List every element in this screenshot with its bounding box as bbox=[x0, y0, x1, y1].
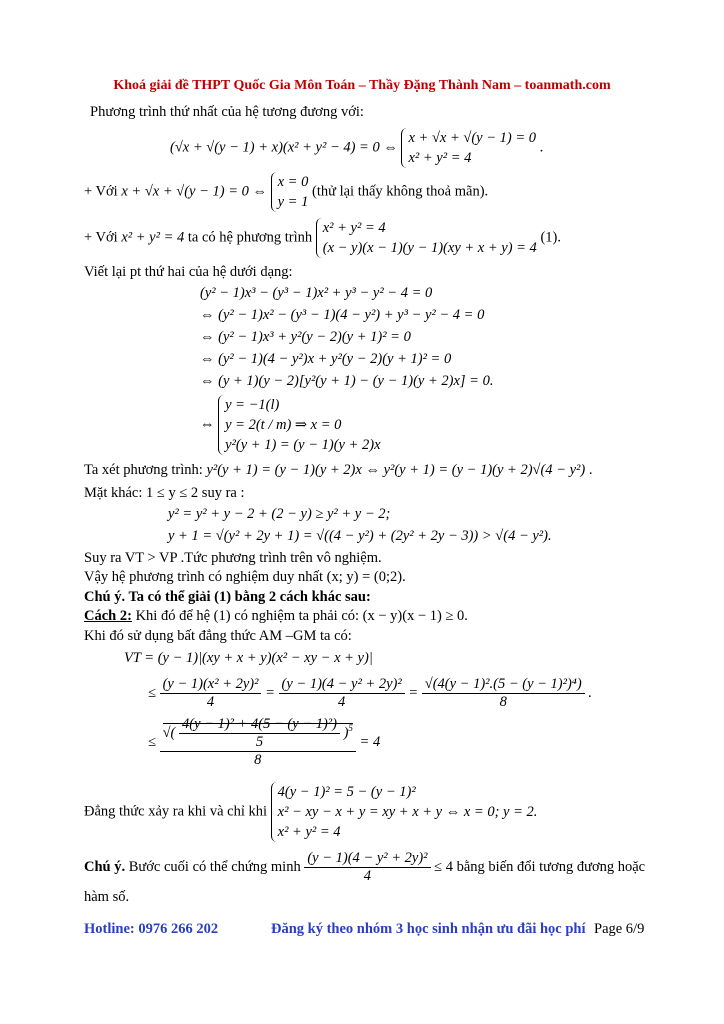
fraction-2-num: (y − 1)(4 − y² + 2y)² bbox=[279, 676, 405, 694]
consider-equation bbox=[84, 462, 592, 479]
inner-fraction-num: 4(y − 1)² + 4(5 − (y − 1)²) bbox=[179, 716, 340, 734]
inequality-1: y² = y² + y − 2 + (2 − y) ≥ y² + y − 2; bbox=[168, 506, 391, 522]
equality-line: 4(y − 1)² = 5 − (y − 1)² bbox=[277, 784, 416, 800]
fraction-1 bbox=[160, 676, 262, 711]
case-split-line: y²(y + 1) = (y − 1)(y + 2)x bbox=[225, 437, 381, 453]
equality-line: x² − xy − x + y = xy + x + y ⇔ x = 0; y = 2. bbox=[277, 804, 538, 820]
equals-symbol: = bbox=[265, 684, 275, 701]
eq1-end: . bbox=[539, 139, 544, 156]
final-note-text: Bước cuối có thể chứng minh bbox=[128, 858, 301, 875]
fraction-3-den: 8 bbox=[499, 694, 507, 710]
footer-hotline: Hotline: 0976 266 202 bbox=[84, 921, 219, 937]
footer-promo: Đăng ký theo nhóm 3 học sinh nhận ưu đãi học phí bbox=[271, 921, 586, 937]
case2-label: (1). bbox=[540, 229, 561, 246]
case1-system-line: x = 0 bbox=[277, 174, 309, 190]
fraction-3-num: √(4(y − 1)².(5 − (y − 1)²)⁴) bbox=[422, 676, 585, 694]
fraction-1-den: 4 bbox=[206, 694, 215, 710]
rewrite-intro: Viết lại pt thứ hai của hệ dưới dạng: bbox=[84, 264, 293, 280]
result: = 4 bbox=[359, 733, 381, 750]
case2-system-line: x² + y² = 4 bbox=[322, 220, 386, 236]
case1-equation: x + √x + √(y − 1) = 0 ⇔ bbox=[121, 183, 267, 200]
vt-expression: VT = (y − 1)|(xy + x + y)(x² − xy − x + y)| bbox=[124, 650, 373, 666]
note-title: Chú ý. Ta có thể giải (1) bằng 2 cách khác sau: bbox=[84, 589, 371, 605]
final-note-text-2: ≤ 4 bằng biến đổi tương đương hoặc bbox=[434, 858, 646, 875]
inequality-2: y + 1 = √(y² + 2y + 1) = √((4 − y²) + (2y² + 2y − 3)) > √(4 − y²). bbox=[168, 528, 552, 544]
inner-fraction bbox=[179, 716, 340, 751]
sqrt-radical: √( $\frac{\text{4(y − 1)² + 4(5 − (y − 1)²)}}{5}$ )$^5$ bbox=[162, 716, 353, 750]
method2-label: Cách 2: bbox=[84, 608, 132, 624]
outer-fraction-den: 8 bbox=[254, 752, 262, 768]
fraction-1-num: (y − 1)(x² + 2y)² bbox=[160, 676, 262, 694]
case1-prefix: + Với bbox=[84, 183, 118, 200]
method-2 bbox=[84, 608, 468, 625]
equality-text: Đẳng thức xảy ra khi và chỉ khi bbox=[84, 803, 268, 820]
conclusion-1: Suy ra VT > VP .Tức phương trình trên vô nghiệm. bbox=[84, 550, 382, 566]
eq1-system bbox=[401, 128, 536, 168]
case1-system-line: y = 1 bbox=[277, 194, 309, 210]
le-symbol: ≤ bbox=[148, 733, 156, 750]
case2-text: ta có hệ phương trình bbox=[187, 229, 313, 246]
transform-steps bbox=[200, 282, 493, 392]
transform-step: ⇔ (y² − 1)x² − (y³ − 1)(4 − y²) + y³ − y² − 4 = 0 bbox=[200, 307, 485, 323]
le-symbol: ≤ bbox=[148, 684, 156, 701]
method2-text: Khi đó để hệ (1) có nghiệm ta phải có: (x − y)(x − 1) ≥ 0. bbox=[135, 608, 468, 624]
equation-1 bbox=[170, 128, 543, 168]
amgm-chain-2 bbox=[148, 716, 380, 769]
case2-system-line: (x − y)(x − 1)(y − 1)(xy + x + y) = 4 bbox=[322, 240, 537, 256]
case-split-line: y = −1(l) bbox=[225, 397, 280, 413]
consider-text: Ta xét phương trình: bbox=[84, 462, 203, 478]
case-2 bbox=[84, 218, 561, 258]
transform-step: ⇔ (y² − 1)x³ + y²(y − 2)(y + 1)² = 0 bbox=[200, 329, 411, 345]
equality-line: x² + y² = 4 bbox=[277, 824, 341, 840]
case2-system bbox=[316, 218, 537, 258]
equals-symbol: = bbox=[408, 684, 419, 701]
final-note-text-3: hàm số. bbox=[84, 889, 130, 905]
inner-fraction-den: 5 bbox=[255, 734, 264, 750]
transform-step: ⇔ (y² − 1)(4 − y²)x + y²(y − 2)(y + 1)² = 0 bbox=[200, 351, 452, 367]
consider-formula: y²(y + 1) = (y − 1)(y + 2)x ⇔ y²(y + 1) = (y − 1)(y + 2)√(4 − y²) bbox=[206, 462, 586, 478]
footer-page-number: Page 6/9 bbox=[594, 921, 645, 937]
eq1-lhs: (√x + √(y − 1) + x)(x² + y² − 4) = 0 ⇔ bbox=[170, 139, 398, 156]
case-1 bbox=[84, 172, 488, 212]
case2-equation: x² + y² = 4 bbox=[121, 229, 185, 246]
eq1-system-line: x + √x + √(y − 1) = 0 bbox=[408, 130, 537, 146]
case-split-system bbox=[218, 395, 380, 455]
transform-step: ⇔ (y + 1)(y − 2)[y²(y + 1) − (y − 1)(y + 2)x] = 0. bbox=[200, 373, 494, 389]
case-split bbox=[200, 395, 381, 455]
page-header: Khoá giải đề THPT Quốc Gia Môn Toán – Thầy Đặng Thành Nam – toanmath.com bbox=[113, 78, 611, 93]
final-fraction-num: (y − 1)(4 − y² + 2y)² bbox=[304, 850, 430, 868]
case2-prefix: + Với bbox=[84, 229, 118, 246]
equality-condition bbox=[84, 782, 537, 842]
case1-note: (thử lại thấy không thoả mãn). bbox=[311, 183, 489, 200]
intro-text: Phương trình thứ nhất của hệ tương đương với: bbox=[90, 104, 364, 120]
case1-system bbox=[271, 172, 309, 212]
chain-end: . bbox=[588, 684, 592, 701]
outer-fraction bbox=[160, 716, 356, 769]
consider-end: . bbox=[588, 462, 593, 478]
fraction-2-den: 4 bbox=[337, 694, 346, 710]
final-fraction-den: 4 bbox=[363, 868, 372, 884]
fraction-2 bbox=[279, 676, 405, 711]
outer-fraction-num bbox=[160, 716, 356, 752]
conclusion-2: Vậy hệ phương trình có nghiệm duy nhất (x; y) = (0;2). bbox=[84, 569, 406, 585]
final-note bbox=[84, 850, 645, 885]
bound-text: Mặt khác: 1 ≤ y ≤ 2 suy ra : bbox=[84, 485, 245, 501]
final-fraction bbox=[304, 850, 430, 885]
eq1-system-line: x² + y² = 4 bbox=[408, 150, 472, 166]
case-split-line: y = 2(t / m) ⇒ x = 0 bbox=[225, 417, 342, 433]
fraction-3 bbox=[422, 676, 585, 711]
equality-system bbox=[271, 782, 538, 842]
transform-step: (y² − 1)x³ − (y³ − 1)x² + y³ − y² − 4 = 0 bbox=[200, 285, 433, 301]
amgm-intro: Khi đó sử dụng bất đẳng thức AM –GM ta có: bbox=[84, 628, 352, 644]
amgm-chain-1 bbox=[148, 676, 592, 711]
final-note-label: Chú ý. bbox=[84, 858, 126, 875]
case-split-arrow: ⇔ bbox=[200, 416, 215, 433]
